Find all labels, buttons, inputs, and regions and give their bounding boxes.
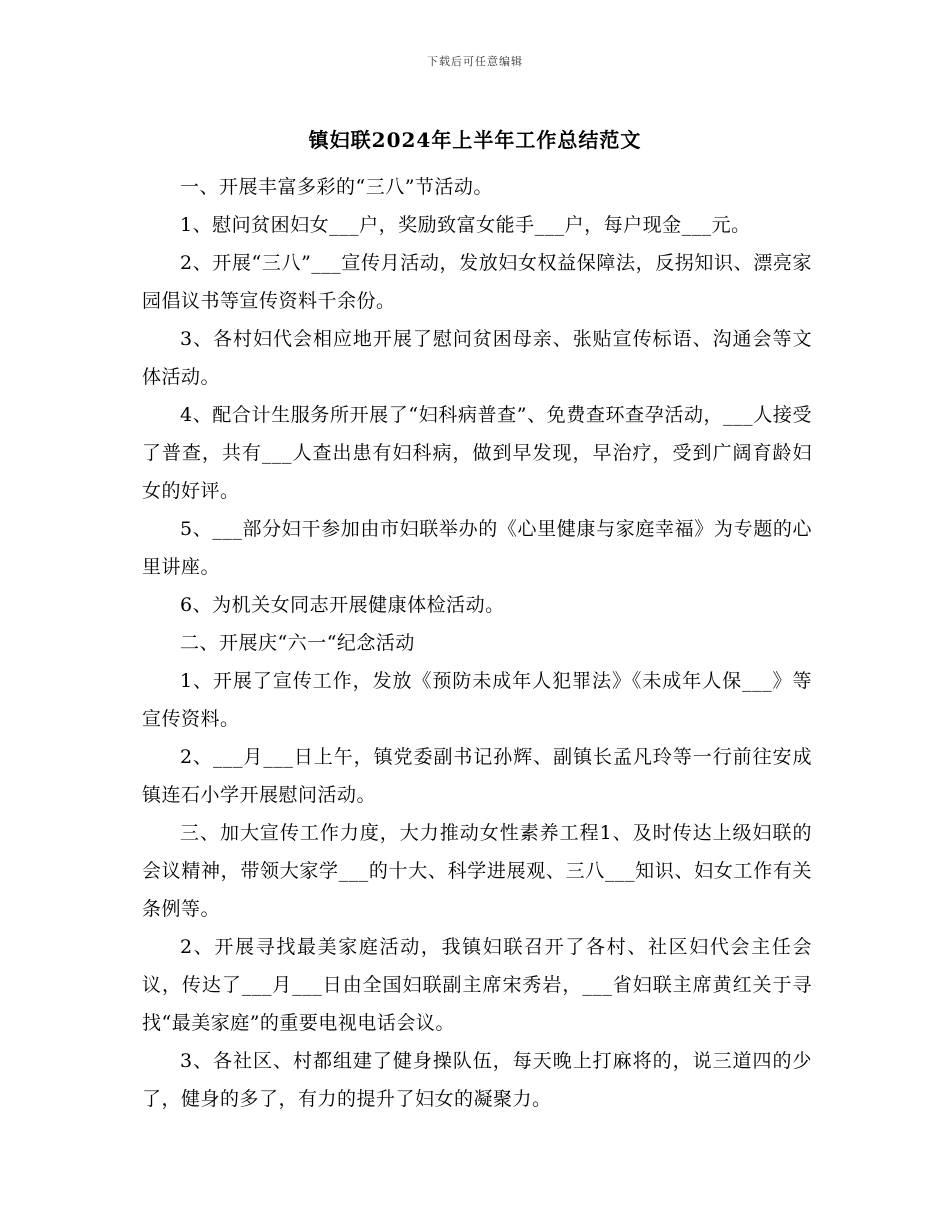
section-heading-1: 一、开展丰富多彩的“三八”节活动。 bbox=[180, 176, 493, 198]
paragraph: 1、慰问贫困妇女___户，奖励致富女能手___户，每户现金___元。 bbox=[180, 214, 751, 236]
paragraph: 5、___部分妇干参加由市妇联举办的《心里健康与家庭幸福》为专题的心里讲座。 bbox=[142, 518, 812, 578]
section-heading-3: 三、加大宣传工作力度，大力推动女性素养工程1、及时传达上级妇联的会议精神，带领大家学___的十大、科学进展观、三八___知识、妇女工作有关条例等。 bbox=[142, 822, 812, 920]
paragraph: 1、开展了宣传工作，发放《预防未成年人犯罪法》《未成年人保___》等宣传资料。 bbox=[142, 670, 812, 730]
paragraph: 2、开展“三八”___宣传月活动，发放妇女权益保障法，反拐知识、漂亮家园倡议书等宣传资料千余份。 bbox=[142, 252, 812, 312]
paragraph: 2、___月___日上午，镇党委副书记孙辉、副镇长孟凡玲等一行前往安成镇连石小学开展慰问活动。 bbox=[142, 746, 812, 806]
page-header-note: 下载后可任意编辑 bbox=[427, 55, 523, 68]
paragraph: 3、各社区、村都组建了健身操队伍，每天晚上打麻将的，说三道四的少了，健身的多了，有力的提升了妇女的凝聚力。 bbox=[142, 1050, 812, 1110]
paragraph: 2、开展寻找最美家庭活动，我镇妇联召开了各村、社区妇代会主任会议，传达了___月___日由全国妇联副主席宋秀岩，___省妇联主席黄红关于寻找“最美家庭”的重要电视电话会议。 bbox=[142, 936, 812, 1034]
section-heading-2: 二、开展庆“六一“纪念活动 bbox=[180, 632, 415, 654]
paragraph: 6、为机关女同志开展健康体检活动。 bbox=[180, 594, 505, 616]
paragraph: 3、各村妇代会相应地开展了慰问贫困母亲、张贴宣传标语、沟通会等文体活动。 bbox=[142, 328, 812, 388]
document-body bbox=[142, 168, 812, 1118]
paragraph: 4、配合计生服务所开展了“妇科病普查”、免费查环查孕活动，___人接受了普查，共有___人查出患有妇科病，做到早发现，早治疗，受到广阔育龄妇女的好评。 bbox=[142, 404, 812, 502]
document-title: 镇妇联2024年上半年工作总结范文 bbox=[308, 128, 642, 152]
